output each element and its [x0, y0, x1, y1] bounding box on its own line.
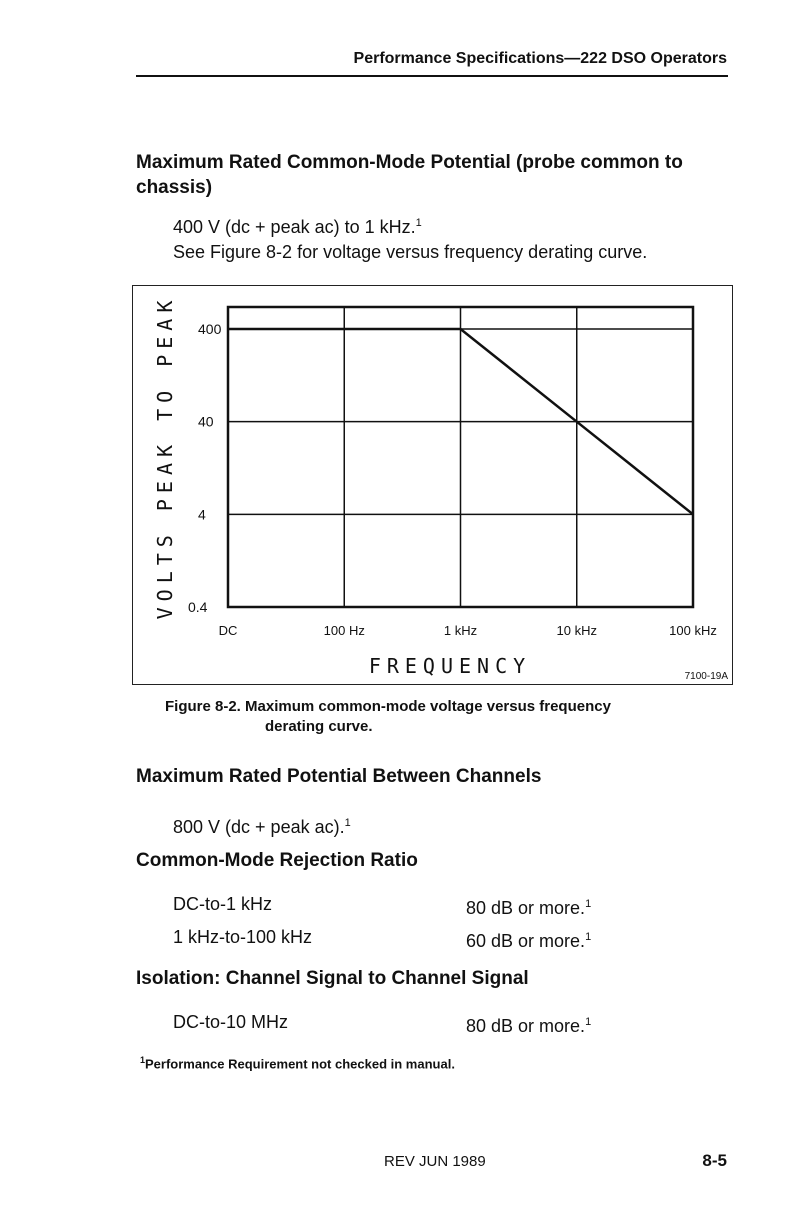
cmrr-row-2-value — [466, 926, 591, 952]
revision-date: REV JUN 1989 — [384, 1153, 486, 1170]
figure-id-label: 7100-19A — [684, 671, 728, 682]
page-number: 8-5 — [702, 1151, 727, 1170]
cmrr-row-1-label: DC-to-1 kHz — [173, 894, 273, 914]
cmrr-row-1-value — [466, 893, 591, 919]
figure-caption-line2: derating curve. — [265, 718, 373, 735]
derating-chart — [132, 285, 733, 685]
x-tick-label: DC — [218, 623, 238, 638]
figure-caption-line1: Figure 8-2. Maximum common-mode voltage versus frequency — [165, 698, 611, 715]
x-tick-label: 10 kHz — [556, 623, 597, 638]
section-heading-common-mode-potential: Maximum Rated Common-Mode Potential (probe common to chassis) — [136, 152, 683, 198]
footnote-ref: 1 — [585, 1016, 592, 1028]
section-heading-cmrr: Common-Mode Rejection Ratio — [136, 850, 418, 871]
isolation-row-1-value-text: 80 dB or more. — [466, 1016, 586, 1036]
footnote-ref: 1 — [415, 217, 422, 229]
isolation-row-1-label: DC-to-10 MHz — [173, 1012, 289, 1032]
footnote-mark: 1 — [140, 1055, 146, 1065]
y-tick-label: 40 — [198, 413, 214, 430]
spec-800v — [173, 812, 351, 838]
x-tick-label: 1 kHz — [443, 623, 478, 638]
cmrr-row-2-label: 1 kHz-to-100 kHz — [173, 927, 313, 947]
x-tick-label: 100 kHz — [669, 623, 717, 638]
spec-400v-text: 400 V (dc + peak ac) to 1 kHz. — [173, 217, 416, 237]
footnote-ref: 1 — [585, 931, 592, 943]
y-axis-title: VOLTS PEAK TO PEAK — [153, 294, 177, 620]
y-tick-label: 0.4 — [188, 599, 208, 615]
header-rule — [136, 75, 728, 77]
cmrr-row-2-value-text: 60 dB or more. — [466, 931, 586, 951]
see-figure-note: See Figure 8-2 for voltage versus frequency derating curve. — [173, 242, 648, 262]
section-heading-between-channels: Maximum Rated Potential Between Channels — [136, 766, 542, 787]
x-axis-title: FREQUENCY — [368, 654, 532, 678]
y-tick-label: 400 — [198, 321, 222, 337]
footnote — [140, 1055, 455, 1071]
spec-800v-text: 800 V (dc + peak ac). — [173, 817, 345, 837]
section-heading-isolation: Isolation: Channel Signal to Channel Signal — [136, 968, 529, 989]
cmrr-row-1-value-text: 80 dB or more. — [466, 898, 586, 918]
footnote-text: Performance Requirement not checked in manual. — [145, 1056, 455, 1072]
y-tick-label: 4 — [198, 506, 206, 523]
running-header: Performance Specifications—222 DSO Operators — [353, 50, 727, 67]
x-tick-label: 100 Hz — [323, 623, 365, 638]
spec-400v — [173, 212, 422, 238]
footnote-ref: 1 — [585, 898, 592, 910]
isolation-row-1-value — [466, 1011, 591, 1037]
figure-caption — [165, 697, 611, 737]
footnote-ref: 1 — [344, 817, 351, 829]
